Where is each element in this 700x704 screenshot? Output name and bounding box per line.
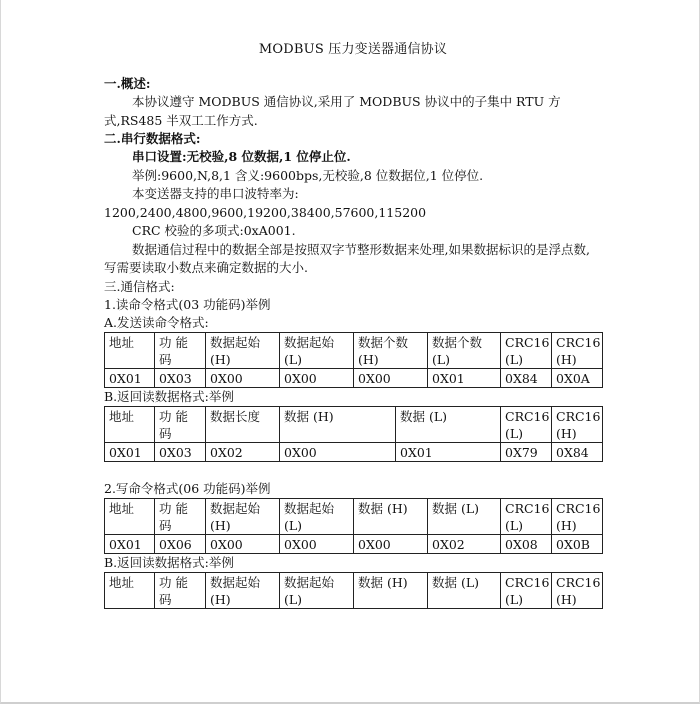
- table-header-cell: 数据 (H): [354, 572, 428, 608]
- table-header-cell: 数据起始 (H): [206, 572, 280, 608]
- table-header-cell: 数据 (H): [354, 498, 428, 534]
- table-header-row: [105, 332, 603, 368]
- table-header-cell: CRC16 (L): [501, 406, 552, 442]
- table-header-cell: 数据起始 (H): [206, 332, 280, 368]
- table-cell: 0X84: [552, 442, 603, 461]
- table-header-cell: CRC16 (H): [552, 332, 603, 368]
- table-row: [105, 442, 603, 461]
- overview-paragraph: 本协议遵守 MODBUS 通信协议,采用了 MODBUS 协议中的子集中 RTU 方式,RS485 半双工工作方式.: [104, 94, 561, 128]
- read-send-heading: A.发送读命令格式:: [104, 314, 209, 330]
- table-header-cell: 地址: [105, 406, 155, 442]
- table-cell: 0X02: [206, 442, 280, 461]
- table-header-cell: 功 能 码: [155, 572, 206, 608]
- table-cell: 0X01: [428, 368, 501, 387]
- write-reply-heading: B.返回读数据格式:举例: [104, 554, 234, 570]
- table-cell: 0X03: [155, 442, 206, 461]
- table-cell: 0X08: [501, 534, 552, 553]
- write-table: [104, 498, 603, 554]
- write-reply-table: [104, 572, 603, 609]
- serial-setting-text: 串口设置:无校验,8 位数据,1 位停止位.: [132, 149, 351, 164]
- table-header-cell: 数据长度: [206, 406, 280, 442]
- table-cell: 0X00: [280, 534, 354, 553]
- section-comm-heading: 三.通信格式:: [104, 278, 175, 294]
- table-cell: 0X01: [105, 534, 155, 553]
- table-cell: 0X0B: [552, 534, 603, 553]
- table-cell: 0X01: [105, 368, 155, 387]
- table-header-cell: 数据起始 (H): [206, 498, 280, 534]
- table-header-cell: CRC16 (L): [501, 572, 552, 608]
- table-header-row: [105, 406, 603, 442]
- read-reply-table: [104, 406, 603, 462]
- table-cell: 0X0A: [552, 368, 603, 387]
- table-header-cell: 数据 (L): [396, 406, 501, 442]
- section-spacer: [104, 462, 602, 480]
- table-header-cell: CRC16 (H): [552, 498, 603, 534]
- table-header-cell: 功 能 码: [155, 332, 206, 368]
- table-header-row: [105, 572, 603, 608]
- serial-format-block: [104, 148, 602, 204]
- table-row: [105, 368, 603, 387]
- table-header-cell: 数据 (L): [428, 572, 501, 608]
- table-header-cell: 数据起始 (L): [280, 498, 354, 534]
- section-overview-heading: 一.概述:: [104, 76, 151, 91]
- table-cell: 0X01: [396, 442, 501, 461]
- table-cell: 0X00: [354, 534, 428, 553]
- data-note-paragraph: 数据通信过程中的数据全部是按照双字节整形数据来处理,如果数据标识的是浮点数,写需要读取小数点来确定数据的大小.: [104, 241, 590, 275]
- table-header-row: [105, 498, 603, 534]
- table-header-cell: CRC16 (H): [552, 572, 603, 608]
- table-row: [105, 534, 603, 553]
- crc-text: CRC 校验的多项式:0xA001.: [132, 223, 296, 238]
- read-command-heading: 1.读命令格式(03 功能码)举例: [104, 296, 271, 312]
- document-title: MODBUS 压力变送器通信协议: [258, 42, 448, 57]
- baud-list-text: 1200,2400,4800,9600,19200,38400,57600,115200: [104, 204, 427, 220]
- table-cell: 0X02: [428, 534, 501, 553]
- table-header-cell: 数据个数 (L): [428, 332, 501, 368]
- table-cell: 0X00: [354, 368, 428, 387]
- read-send-table: [104, 332, 603, 388]
- table-header-cell: 数据 (L): [428, 498, 501, 534]
- read-reply-heading: B.返回读数据格式:举例: [104, 388, 234, 404]
- document-body: [104, 38, 602, 609]
- table-cell: 0X03: [155, 368, 206, 387]
- section-serial-heading: 二.串行数据格式:: [104, 131, 201, 146]
- table-cell: 0X79: [501, 442, 552, 461]
- table-cell: 0X84: [501, 368, 552, 387]
- table-header-cell: 数据个数 (H): [354, 332, 428, 368]
- table-header-cell: 功 能 码: [155, 498, 206, 534]
- table-header-cell: 地址: [105, 498, 155, 534]
- table-header-cell: 数据起始 (L): [280, 572, 354, 608]
- table-cell: 0X00: [206, 368, 280, 387]
- table-cell: 0X06: [155, 534, 206, 553]
- serial-example-text: 举例:9600,N,8,1 含义:9600bps,无校验,8 位数据位,1 位停位.: [132, 167, 484, 183]
- table-header-cell: CRC16 (H): [552, 406, 603, 442]
- table-cell: 0X01: [105, 442, 155, 461]
- table-cell: 0X00: [280, 368, 354, 387]
- baud-intro-text: 本变送器支持的串口波特率为:: [132, 186, 299, 201]
- table-header-cell: 功 能 码: [155, 406, 206, 442]
- table-header-cell: 地址: [105, 332, 155, 368]
- table-header-cell: 数据 (H): [280, 406, 396, 442]
- table-cell: 0X00: [280, 442, 396, 461]
- table-cell: 0X00: [206, 534, 280, 553]
- table-header-cell: 数据起始 (L): [280, 332, 354, 368]
- table-header-cell: CRC16 (L): [501, 498, 552, 534]
- table-header-cell: CRC16 (L): [501, 332, 552, 368]
- write-command-heading: 2.写命令格式(06 功能码)举例: [104, 480, 271, 496]
- table-header-cell: 地址: [105, 572, 155, 608]
